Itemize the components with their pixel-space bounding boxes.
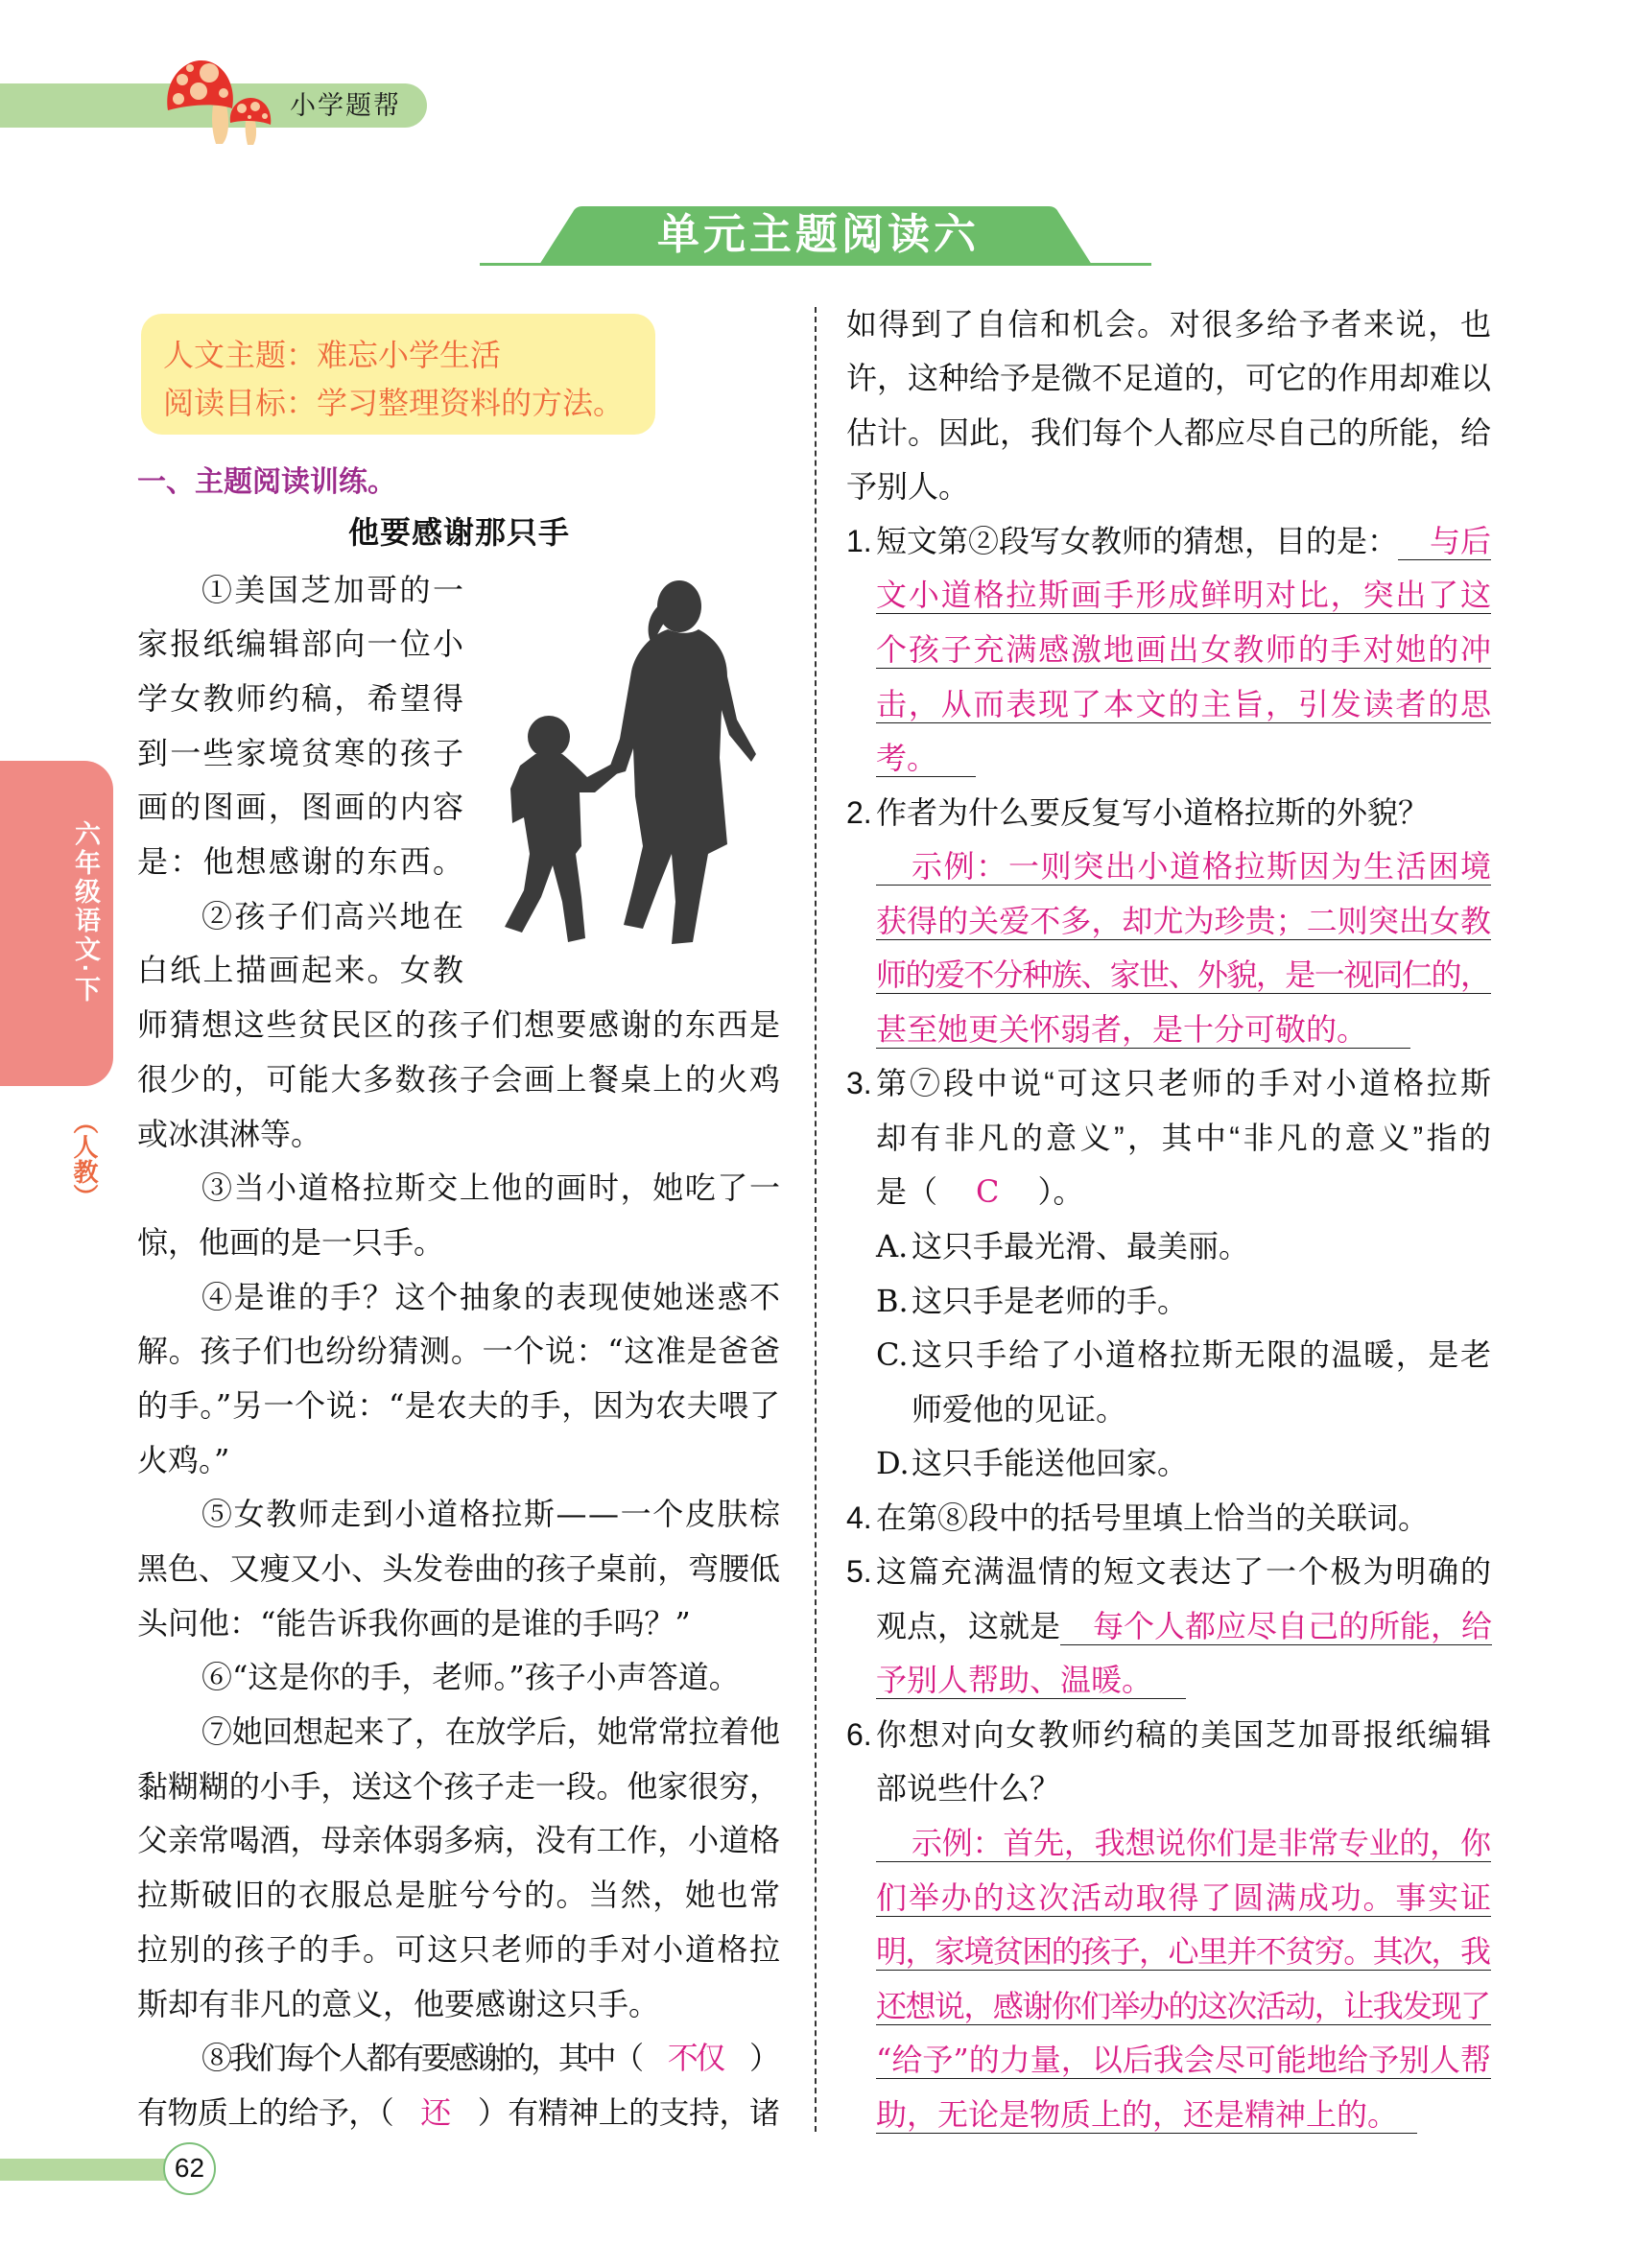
- question-prompt-line: [846, 1165, 1491, 1219]
- side-tab-grade: 六年级语文·下: [71, 820, 100, 1004]
- passage-line-text: 家报纸编辑部向一位小: [137, 626, 466, 663]
- answer-underline: [876, 2033, 1491, 2079]
- question-prompt-text: 第⑦段中说“可这只老师的手对小道格拉斯: [876, 1066, 1495, 1101]
- question-number: 4.: [846, 1500, 872, 1535]
- answer-line: [846, 1653, 1491, 1708]
- blank-after-text: ）: [748, 2040, 777, 2077]
- answer-text: 示例：首先，我想说你们是非常专业的，你: [912, 1825, 1491, 1861]
- answer-underline: [876, 677, 1491, 723]
- passage-line: [137, 780, 466, 835]
- passage-line: [137, 889, 466, 944]
- question-prompt-text: 部说些什么？: [876, 1771, 1061, 1807]
- passage-line: [137, 1923, 780, 1977]
- passage-line: [137, 1433, 780, 1488]
- answer-text: 击，从而表现了本文的主旨，引发读者的思: [876, 685, 1493, 722]
- passage-line-text: 惊，他画的是一只手。: [137, 1223, 445, 1261]
- answer-text: 明，家境贫困的孩子，心里并不贫穷。其次，我: [876, 1933, 1490, 1971]
- question-5: [846, 1545, 1491, 1599]
- passage-line-text: 到一些家境贫寒的孩子: [137, 734, 466, 771]
- option-b: [846, 1274, 1491, 1329]
- question-prompt-row: [876, 514, 1491, 569]
- answer-underline: [876, 731, 976, 777]
- option-text: [912, 1436, 1491, 1491]
- question-prompt-text: [876, 1165, 1084, 1219]
- answer-text: 文小道格拉斯画手形成鲜明对比，突出了这: [876, 577, 1493, 614]
- column-divider: [815, 307, 817, 2132]
- question-prompt-text: 你想对向女教师约稿的美国芝加哥报纸编辑: [876, 1716, 1493, 1752]
- passage-line: [137, 1760, 780, 1814]
- goal-line: 阅读目标：学习整理资料的方法。: [163, 386, 625, 420]
- passage-line-text: 师猜想这些贫民区的孩子们想要感谢的东西是: [137, 1006, 782, 1044]
- passage-line-with-blank: [137, 2086, 780, 2140]
- answer-underline: [876, 948, 1491, 994]
- passage-line-text: 的手。”另一个说：“是农夫的手，因为农夫喂了: [137, 1386, 781, 1424]
- answer-text: 示例：一则突出小道格拉斯因为生活困境: [912, 848, 1493, 886]
- theme-line: 人文主题：难忘小学生活: [163, 338, 502, 372]
- passage-line: [137, 835, 466, 889]
- section-heading: 一、主题阅读训练。: [137, 466, 396, 498]
- passage-line: [137, 998, 780, 1052]
- question-prompt-line: [846, 1761, 1491, 1816]
- passage-line-text: 估计。因此，我们每个人都应尽自己的所能，给: [846, 413, 1491, 451]
- question-prompt-text: 这篇充满温情的短文表达了一个极为明确的: [876, 1554, 1493, 1590]
- prompt-after-answer: ）。: [1037, 1174, 1084, 1210]
- blank-before-text: 有物质上的给予，（: [137, 2093, 394, 2131]
- side-tab-edition: （人教）: [70, 1109, 99, 1209]
- question-1: [846, 514, 1491, 569]
- option-text-content: 师爱他的见证。: [912, 1391, 1127, 1427]
- passage-line-text: 是：他想感谢的东西。: [137, 843, 466, 881]
- passage-line: [137, 1813, 780, 1868]
- answer-text: 助，无论是物质上的，还是精神上的。: [876, 2095, 1399, 2133]
- answer-text: 师的爱不分种族、家世、外貌，是一视同仁的，: [876, 957, 1490, 994]
- question-prompt-text: 在第⑧段中的括号里填上恰当的关联词。: [876, 1500, 1430, 1535]
- passage-line: [137, 726, 466, 781]
- answer-line: [846, 839, 1491, 894]
- passage-line-text: [201, 2031, 777, 2086]
- passage-line-text: ⑤女教师走到小道格拉斯——一个皮肤棕: [201, 1496, 782, 1533]
- option-text: [912, 1328, 1491, 1382]
- answer-line: [846, 731, 1491, 786]
- passage-line-text: 黏糊糊的小手，送这个孩子走一段。他家很穷，: [137, 1767, 780, 1805]
- option-label: A.: [876, 1227, 909, 1264]
- passage-line-text: ④是谁的手？这个抽象的表现使她迷惑不: [201, 1278, 782, 1315]
- passage-line-text: 斯却有非凡的意义，他要感谢这只手。: [137, 1985, 660, 2022]
- passage-line-with-blank: [137, 2031, 780, 2086]
- answer-underline: [876, 1816, 1491, 1862]
- answer-text: 与后: [1429, 522, 1491, 559]
- passage-line-text: 父亲常喝酒，母亲体弱多病，没有工作，小道格: [137, 1822, 780, 1859]
- passage-line: [137, 1161, 780, 1216]
- answer-blank: [1060, 1599, 1492, 1645]
- answer-text: 们举办的这次活动取得了圆满成功。事实证: [876, 1878, 1493, 1916]
- question-prompt: [876, 786, 1491, 840]
- right-column: [846, 297, 1495, 2142]
- fill-blank-answer: 还: [420, 2093, 451, 2131]
- passage-line-text: ②孩子们高兴地在: [201, 897, 466, 934]
- answer-text: 甚至她更关怀弱者，是十分可敬的。: [876, 1010, 1368, 1048]
- question-prompt: [876, 1165, 1491, 1219]
- answer-line: [846, 623, 1491, 677]
- passage-line: [137, 1977, 780, 2032]
- passage-body-left: [137, 563, 780, 2140]
- question-number: 6.: [846, 1716, 872, 1752]
- passage-line: [846, 351, 1491, 406]
- option-label: D.: [876, 1445, 910, 1482]
- passage-line: [137, 1596, 780, 1651]
- option-text-content: 这只手给了小道格拉斯无限的温暖，是老: [912, 1337, 1493, 1373]
- option-text-content: 这只手能送他回家。: [912, 1446, 1189, 1481]
- answer-line: [846, 948, 1491, 1003]
- passage-line-text: 头问他：“能告诉我你画的是谁的手吗？”: [137, 1604, 691, 1642]
- option-text: [912, 1274, 1491, 1329]
- question-prompt: [876, 1708, 1491, 1762]
- passage-line-text: 予别人。: [846, 468, 970, 506]
- answer-blank: [1398, 514, 1491, 560]
- passage-line: [137, 1216, 780, 1270]
- question-prompt: 短文第②段写女教师的猜想，目的是：: [876, 523, 1399, 558]
- reading-goal-box: [141, 314, 655, 435]
- answer-underline: [876, 568, 1491, 614]
- passage-line-text: 白纸上描画起来。女教: [137, 952, 466, 989]
- brand-label: 小学题帮: [290, 91, 401, 120]
- passage-line-text: ③当小道格拉斯交上他的画时，她吃了一: [201, 1169, 782, 1207]
- answer-underline: [876, 623, 1491, 669]
- passage-line-text: [137, 2086, 779, 2140]
- passage-line-text: 拉别的孩子的手。可这只老师的手对小道格拉: [137, 1930, 782, 1968]
- question-prompt-line: [846, 1111, 1495, 1166]
- answer-underline: [876, 1653, 1186, 1699]
- option-c: [846, 1328, 1491, 1382]
- footer-bar: [0, 2159, 168, 2181]
- option-label: B.: [876, 1282, 909, 1319]
- passage-line: [137, 1705, 780, 1760]
- answer-text: 获得的关爱不多，却尤为珍贵；二则突出女教: [876, 902, 1492, 939]
- question-number: 1.: [846, 523, 872, 558]
- passage-line-text: 画的图画，图画的内容: [137, 789, 466, 826]
- passage-line-text: 很少的，可能大多数孩子会画上餐桌上的火鸡: [137, 1060, 782, 1098]
- answer-line: [846, 1925, 1491, 1979]
- question-prompt: [876, 1491, 1491, 1546]
- option-c-continued: [846, 1382, 1491, 1437]
- question-prompt-row: [876, 1599, 1491, 1654]
- passage-line-text: 学女教师约稿，希望得: [137, 680, 466, 718]
- passage-line: [846, 460, 1491, 514]
- question-4: [846, 1491, 1491, 1546]
- answer-underline: [876, 894, 1491, 940]
- answer-underline: [876, 1871, 1491, 1917]
- question-number: 3.: [846, 1066, 872, 1101]
- answer-line: [846, 1816, 1491, 1871]
- passage-line: [137, 1324, 780, 1379]
- question-number: 2.: [846, 794, 872, 830]
- mushroom-icon: [154, 53, 288, 154]
- answer-underline: [876, 2088, 1417, 2134]
- question-3: [846, 1056, 1495, 1111]
- answer-underline: [876, 1979, 1491, 2025]
- fill-blank-answer: 不仅: [667, 2040, 722, 2077]
- passage-line-text: ①美国芝加哥的一: [201, 571, 466, 608]
- option-text: [912, 1382, 1491, 1437]
- question-6: [846, 1708, 1491, 1762]
- option-text-content: 这只手是老师的手。: [912, 1283, 1189, 1318]
- choice-answer: C: [976, 1173, 1000, 1211]
- passage-line-text: 或冰淇淋等。: [137, 1115, 322, 1152]
- answer-line: [846, 568, 1491, 623]
- blank-before-text: ⑧我们每个人都有要感谢的，其中（: [201, 2040, 641, 2077]
- passage-line: [137, 1487, 780, 1542]
- passage-line: [137, 1270, 780, 1325]
- answer-underline: [876, 839, 1491, 886]
- answer-underline: [876, 1925, 1491, 1971]
- passage-line-text: 解。孩子们也纷纷猜测。一个说：“这准是爸爸: [137, 1333, 781, 1370]
- unit-title: 单元主题阅读六: [657, 211, 980, 258]
- passage-line: [846, 297, 1491, 352]
- answer-line: [846, 894, 1491, 949]
- passage-line: [137, 563, 466, 618]
- option-text: [912, 1219, 1491, 1274]
- passage-line-text: ⑦她回想起来了，在放学后，她常常拉着他: [201, 1713, 780, 1751]
- passage-line: [137, 1868, 780, 1923]
- option-d: [846, 1436, 1491, 1491]
- question-prompt: [876, 1761, 1491, 1816]
- page-number: 62: [163, 2142, 216, 2195]
- answer-text: 还想说，感谢你们举办的这次活动，让我发现了: [876, 1987, 1490, 2024]
- passage-line: [137, 1650, 780, 1705]
- answer-line: [846, 1979, 1491, 2034]
- answer-text: 每个人都应尽自己的所能，给: [1093, 1607, 1492, 1644]
- answer-text: 予别人帮助、温暖。: [876, 1662, 1153, 1699]
- passage-line: [137, 617, 466, 672]
- answer-text: 个孩子充满感激地画出女教师的手对她的冲: [876, 630, 1493, 668]
- question-prompt: [876, 1545, 1491, 1599]
- question-2: [846, 786, 1491, 840]
- passage-line-text: ⑥“这是你的手，老师。”孩子小声答道。: [201, 1659, 740, 1696]
- question-prompt-text: 却有非凡的意义”，其中“非凡的意义”指的: [876, 1120, 1495, 1155]
- passage-line-text: 黑色、又瘦又小、头发卷曲的孩子桌前，弯腰低: [137, 1550, 780, 1588]
- question-prompt: [876, 1111, 1495, 1166]
- passage-line-text: 火鸡。”: [137, 1441, 230, 1478]
- option-text-content: 这只手最光滑、最美丽。: [912, 1228, 1250, 1264]
- prompt-before-answer: 是（: [876, 1174, 938, 1210]
- passage-line: [137, 1542, 780, 1596]
- passage-line: [137, 943, 466, 998]
- question-number: 5.: [846, 1554, 872, 1590]
- passage-line: [137, 1052, 780, 1107]
- answer-line: [846, 2088, 1491, 2142]
- option-a: [846, 1219, 1491, 1274]
- answer-text: “给予”的力量，以后我会尽可能地给予别人帮: [876, 2042, 1491, 2079]
- answer-text: 考。: [876, 740, 938, 777]
- passage-line-text: 拉斯破旧的衣服总是脏兮兮的。当然，她也常: [137, 1877, 782, 1914]
- passage-line: [137, 672, 466, 726]
- passage-line-text: 如得到了自信和机会。对很多给予者来说，也: [846, 305, 1493, 343]
- question-prompt: [876, 1056, 1495, 1111]
- answer-line: [846, 677, 1491, 732]
- passage-title: 他要感谢那只手: [348, 515, 571, 550]
- question-prompt: 观点，这就是: [876, 1608, 1061, 1643]
- option-label: C.: [876, 1336, 909, 1374]
- passage-line: [137, 1107, 780, 1162]
- passage-line: [137, 1379, 780, 1433]
- question-prompt-text: 作者为什么要反复写小道格拉斯的外貌？: [876, 794, 1430, 830]
- answer-line: [846, 1871, 1491, 1925]
- passage-line-text: 许，这种给予是微不足道的，可它的作用却难以: [846, 360, 1491, 397]
- passage-line: [846, 406, 1491, 461]
- question-prompt-line: [846, 1599, 1491, 1654]
- answer-underline: [876, 1003, 1410, 1049]
- blank-after-text: ）有精神上的支持，诸: [477, 2093, 780, 2131]
- answer-line: [846, 1003, 1491, 1057]
- answer-line: [846, 2033, 1491, 2088]
